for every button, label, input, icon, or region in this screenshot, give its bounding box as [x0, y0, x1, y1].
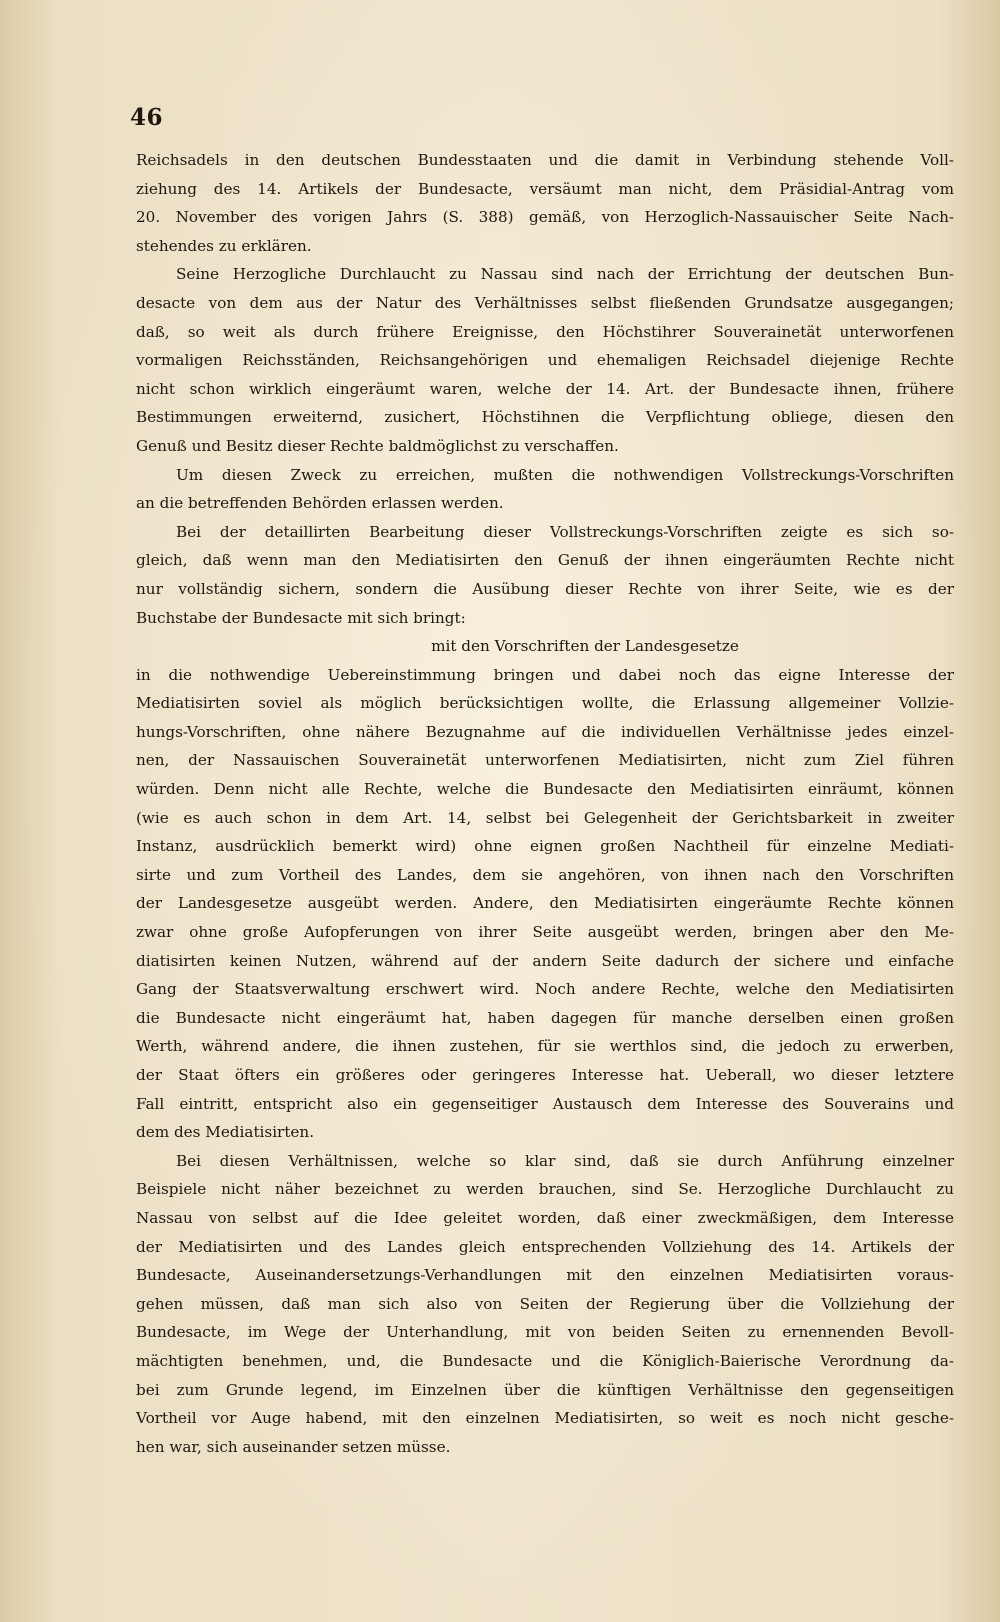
text-line: Fall eintritt, entspricht also ein gegenseitiger Austausch dem Interesse des Souverains und	[136, 1094, 954, 1113]
text-line: desacte von dem aus der Natur des Verhältnisses selbst fließenden Grundsatze ausgegangen;	[136, 293, 954, 312]
text-line: mächtigten benehmen, und, die Bundesacte und die Königlich-Baierische Verordnung da-	[136, 1351, 954, 1370]
text-line: daß, so weit als durch frühere Ereignisse, den Höchstihrer Souverainetät unterworfenen	[136, 322, 954, 341]
text-line: dem des Mediatisirten.	[136, 1123, 315, 1142]
text-line: Vortheil vor Auge habend, mit den einzelnen Mediatisirten, so weit es noch nicht gesche-	[136, 1409, 954, 1428]
text-line: Genuß und Besitz dieser Rechte baldmöglichst zu verschaffen.	[136, 436, 619, 455]
text-line: zwar ohne große Aufopferungen von ihrer Seite ausgeübt werden, bringen aber den Me-	[136, 923, 954, 942]
text-line: würden. Denn nicht alle Rechte, welche die Bundesacte den Mediatisirten einräumt, können	[136, 780, 954, 799]
text-line: die Bundesacte nicht eingeräumt hat, haben dagegen für manche derselben einen großen	[136, 1008, 954, 1027]
text-line: Um diesen Zweck zu erreichen, mußten die nothwendigen Vollstreckungs-Vorschriften	[176, 465, 954, 484]
text-line: an die betreffenden Behörden erlassen werden.	[136, 494, 504, 513]
text-line: 20. November des vorigen Jahrs (S. 388) gemäß, von Herzoglich-Nassauischer Seite Nach-	[136, 208, 954, 227]
text-line: Bei diesen Verhältnissen, welche so klar sind, daß sie durch Anführung einzelner	[176, 1151, 954, 1170]
centered-line: mit den Vorschriften der Landesgesetze	[431, 637, 739, 656]
text-line: Bestimmungen erweiternd, zusichert, Höchstihnen die Verpflichtung obliege, diesen den	[136, 408, 954, 427]
text-line: der Landesgesetze ausgeübt werden. Andere, den Mediatisirten eingeräumte Rechte können	[136, 894, 954, 913]
text-line: vormaligen Reichsständen, Reichsangehörigen und ehemaligen Reichsadel diejenige Rechte	[136, 351, 954, 370]
text-line: Reichsadels in den deutschen Bundesstaaten und die damit in Verbindung stehende Voll-	[136, 151, 954, 169]
text-line: Nassau von selbst auf die Idee geleitet worden, daß einer zweckmäßigen, dem Interesse	[136, 1208, 954, 1227]
paragraph-2	[136, 260, 954, 460]
text-line: hen war, sich auseinander setzen müsse.	[136, 1437, 451, 1456]
text-line: hungs-Vorschriften, ohne nähere Bezugnahme auf die individuellen Verhältnisse jedes einzel-	[136, 722, 954, 741]
text-line: Bundesacte, im Wege der Unterhandlung, mit von beiden Seiten zu ernennenden Bevoll-	[136, 1323, 954, 1342]
text-line: (wie es auch schon in dem Art. 14, selbst bei Gelegenheit der Gerichtsbarkeit in zweiter	[136, 808, 954, 827]
text-line: in die nothwendige Uebereinstimmung bringen und dabei noch das eigne Interesse der	[136, 665, 954, 684]
paragraph-6	[136, 1147, 954, 1462]
text-line: diatisirten keinen Nutzen, während auf der andern Seite dadurch der sichere und einfache	[136, 951, 954, 970]
text-line: Beispiele nicht näher bezeichnet zu werden brauchen, sind Se. Herzogliche Durchlaucht zu	[136, 1180, 954, 1199]
text-line: der Mediatisirten und des Landes gleich entsprechenden Vollziehung des 14. Artikels der	[136, 1237, 954, 1256]
body-text	[136, 146, 954, 1461]
text-line: gehen müssen, daß man sich also von Seiten der Regierung über die Vollziehung der	[136, 1294, 954, 1313]
paragraph-3	[136, 461, 954, 518]
paragraph-4	[136, 518, 954, 632]
text-line: stehendes zu erklären.	[136, 236, 312, 255]
text-line: ziehung des 14. Artikels der Bundesacte, versäumt man nicht, dem Präsidial-Antrag vom	[136, 179, 954, 198]
text-line: bei zum Grunde legend, im Einzelnen über die künftigen Verhältnisse den gegenseitigen	[136, 1380, 954, 1399]
text-line: nen, der Nassauischen Souverainetät unterworfenen Mediatisirten, nicht zum Ziel führen	[136, 751, 954, 770]
text-line: Werth, während andere, die ihnen zustehen, für sie werthlos sind, die jedoch zu erwerben,	[136, 1037, 954, 1056]
text-line: Gang der Staatsverwaltung erschwert wird. Noch andere Rechte, welche den Mediatisirten	[136, 980, 954, 999]
page-number: 46	[130, 104, 164, 131]
text-line: nur vollständig sichern, sondern die Ausübung dieser Rechte von ihrer Seite, wie es der	[136, 579, 954, 598]
paragraph-5	[136, 632, 954, 1147]
paragraph-1	[136, 146, 954, 260]
text-line: nicht schon wirklich eingeräumt waren, welche der 14. Art. der Bundesacte ihnen, frühere	[136, 379, 954, 398]
text-line: sirte und zum Vortheil des Landes, dem sie angehören, von ihnen nach den Vorschriften	[136, 865, 954, 884]
text-line: Bundesacte, Auseinandersetzungs-Verhandlungen mit den einzelnen Mediatisirten voraus-	[136, 1266, 954, 1285]
text-line: gleich, daß wenn man den Mediatisirten den Genuß der ihnen eingeräumten Rechte nicht	[136, 551, 954, 570]
text-line: Buchstabe der Bundesacte mit sich bringt:	[136, 608, 466, 627]
text-line: der Staat öfters ein größeres oder geringeres Interesse hat. Ueberall, wo dieser letztere	[136, 1066, 954, 1084]
text-line: Instanz, ausdrücklich bemerkt wird) ohne eignen großen Nachtheil für einzelne Mediati-	[136, 837, 954, 856]
text-line: Seine Herzogliche Durchlaucht zu Nassau sind nach der Errichtung der deutschen Bun-	[176, 265, 954, 284]
text-line: Mediatisirten soviel als möglich berücksichtigen wollte, die Erlassung allgemeiner Vollzie-	[136, 694, 954, 713]
text-line: Bei der detaillirten Bearbeitung dieser Vollstreckungs-Vorschriften zeigte es sich so-	[176, 522, 954, 541]
